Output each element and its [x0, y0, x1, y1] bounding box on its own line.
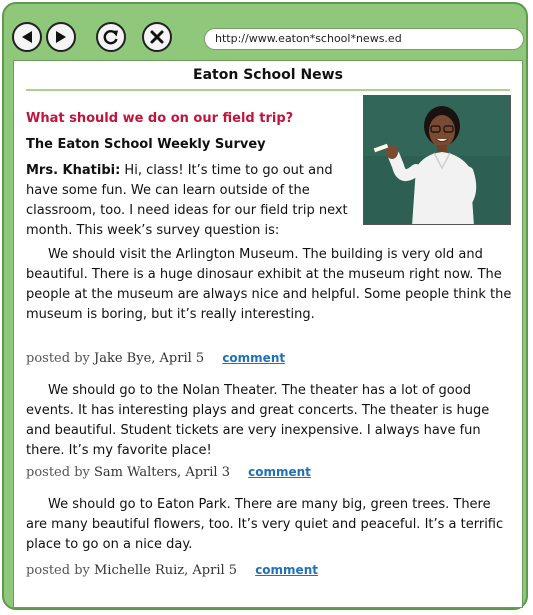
post-1-text: We should visit the Arlington Museum. The building is very old and beautiful. There is a huge dinosaur exhibit at the museum right now. The people at the museum are always nice and helpful. Some people think the museum is boring, but it’s really interesting. [26, 247, 512, 322]
refresh-icon [102, 28, 120, 46]
refresh-button[interactable] [96, 22, 126, 52]
page-question: What should we do on our field trip? [26, 111, 294, 126]
back-arrow-icon [19, 29, 35, 45]
post-1-meta [26, 351, 285, 366]
back-button[interactable] [12, 22, 42, 52]
web-page [13, 60, 523, 608]
post-1-comment-link[interactable]: comment [222, 351, 286, 365]
title-divider [26, 89, 510, 91]
intro-text: Hi, class! It’s time to go out and have some fun. We can learn outside of the classroom, too. I need ideas for our field trip next month. This week’s survey question is: [26, 163, 348, 238]
post-2-posted-by: posted by [26, 465, 90, 480]
post-1-author: Jake Bye, April 5 [94, 351, 205, 366]
intro-paragraph [26, 161, 351, 241]
post-1-posted-by: posted by [26, 351, 90, 366]
post-3-text: We should go to Eaton Park. There are many big, green trees. There are many beautiful flowers, too. It’s very quiet and peaceful. It’s a terrific place to go on a nice day. [26, 497, 504, 552]
forward-arrow-icon [53, 29, 69, 45]
stop-button[interactable] [142, 22, 172, 52]
post-2-author: Sam Walters, April 3 [94, 465, 230, 480]
address-bar[interactable]: http://www.eaton*school*news.ed [204, 28, 524, 50]
browser-frame [2, 2, 528, 610]
teacher-illustration [364, 96, 511, 225]
post-3-posted-by: posted by [26, 563, 90, 578]
intro-speaker: Mrs. Khatibi: [26, 163, 121, 178]
post-2-text: We should go to the Nolan Theater. The theater has a lot of good events. It has interesting plays and great concerts. The theater is huge and beautiful. Student tickets are very inexpensive. I always have fun there. It’s my favorite place! [26, 383, 490, 458]
post-3-comment-link[interactable]: comment [255, 563, 318, 577]
close-x-icon [149, 29, 165, 45]
teacher-photo [363, 95, 511, 225]
survey-title: The Eaton School Weekly Survey [26, 137, 266, 152]
forward-button[interactable] [46, 22, 76, 52]
post-3-meta [26, 563, 318, 578]
post-2-meta [26, 465, 311, 480]
post-3-author: Michelle Ruiz, April 5 [94, 563, 238, 578]
post-2-comment-link[interactable]: comment [248, 465, 311, 479]
site-title: Eaton School News [193, 67, 343, 83]
